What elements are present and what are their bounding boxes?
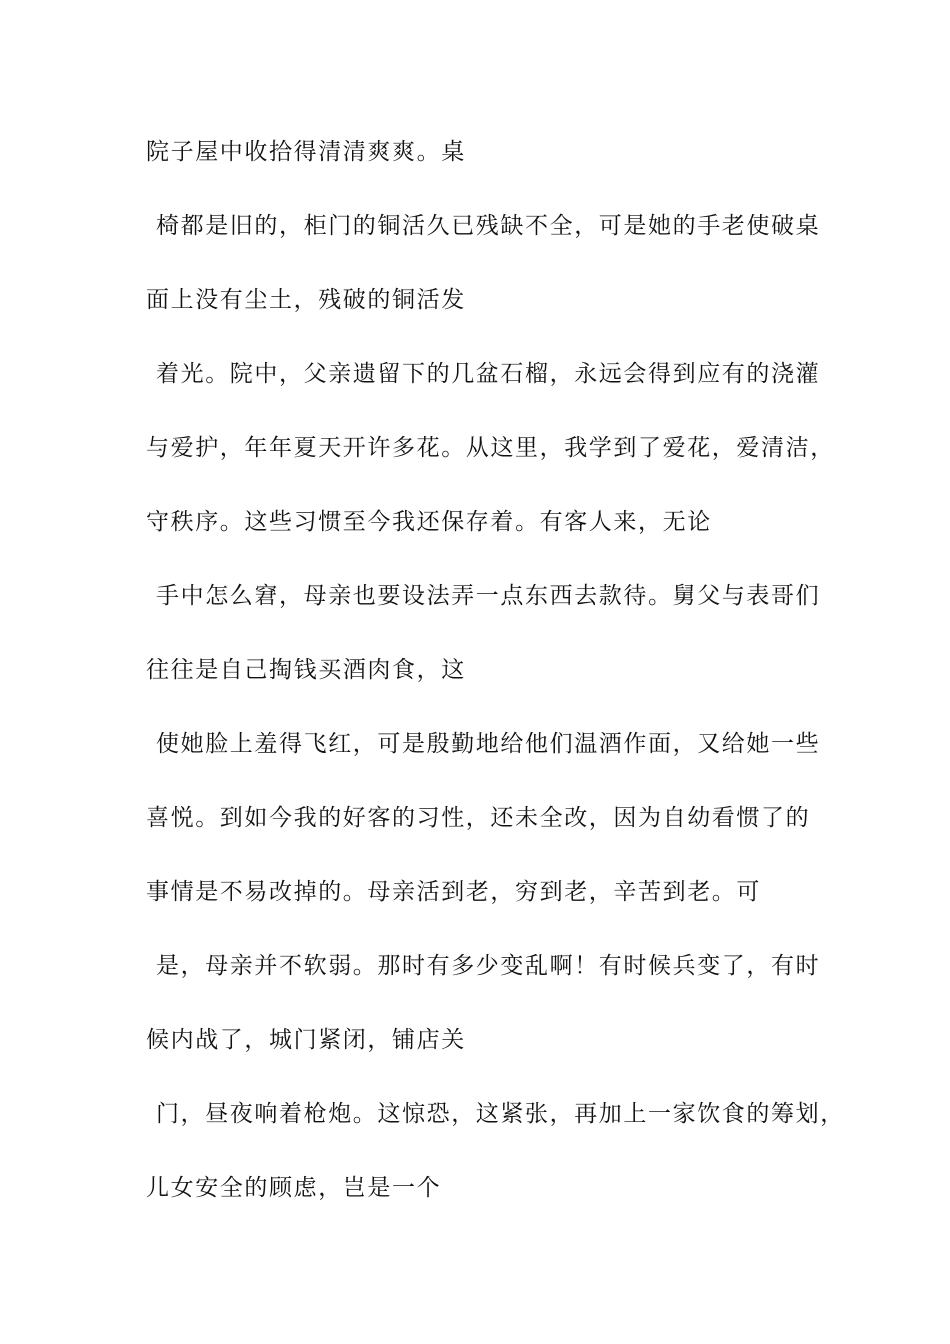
text-line: 使她脸上羞得飞红，可是殷勤地给他们温酒作面，又给她一些 (156, 731, 821, 757)
text-line: 喜悦。到如今我的好客的习性，还未全改，因为自幼看惯了的 (146, 805, 811, 831)
text-line: 手中怎么窘，母亲也要设法弄一点东西去款待。舅父与表哥们 (156, 583, 821, 609)
text-line: 院子屋中收拾得清清爽爽。桌 (146, 139, 466, 165)
text-line: 面上没有尘土，残破的铜活发 (146, 287, 466, 313)
text-line: 与爱护，年年夏天开许多花。从这里，我学到了爱花，爱清洁， (146, 435, 835, 461)
text-line: 椅都是旧的，柜门的铜活久已残缺不全，可是她的手老使破桌 (156, 213, 821, 239)
text-line: 门，昼夜响着枪炮。这惊恐，这紧张，再加上一家饮食的筹划， (156, 1101, 845, 1127)
text-body (146, 130, 846, 1240)
text-line: 着光。院中，父亲遗留下的几盆石榴，永远会得到应有的浇灌 (156, 361, 821, 387)
text-line: 往往是自己掏钱买酒肉食，这 (146, 657, 466, 683)
text-line: 事情是不易改掉的。母亲活到老，穷到老，辛苦到老。可 (146, 879, 761, 905)
text-line: 是，母亲并不软弱。那时有多少变乱啊！有时候兵变了，有时 (156, 953, 821, 979)
text-line: 候内战了，城门紧闭，铺店关 (146, 1027, 466, 1053)
text-line: 守秩序。这些习惯至今我还保存着。有客人来，无论 (146, 509, 712, 535)
text-line: 儿女安全的顾虑，岂是一个 (146, 1175, 442, 1201)
